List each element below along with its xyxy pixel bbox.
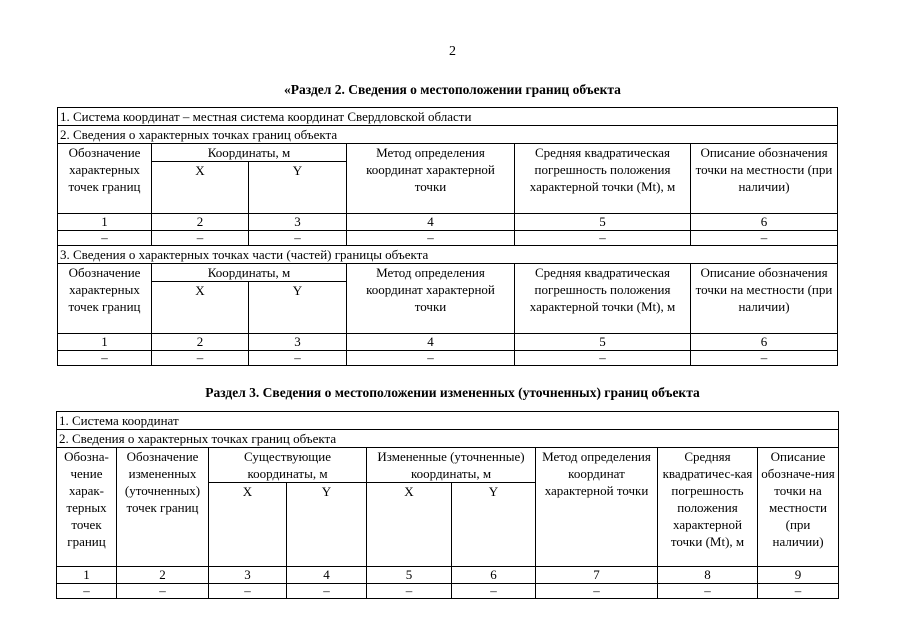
existing-y-header: Y (287, 483, 367, 567)
col-number: 5 (515, 214, 691, 231)
designation-header: Обозна-чение харак-терных точек границ (57, 448, 117, 567)
coords-header: Координаты, м (152, 264, 347, 282)
method-header: Метод определения координат характерной точки (347, 144, 515, 214)
changed-designation-header: Обозначение измененных (уточненных) точек границ (117, 448, 209, 567)
part-boundary-points-row: 3. Сведения о характерных точках части (частей) границы объекта (58, 246, 838, 264)
section3-table (56, 411, 839, 599)
x-header: X (152, 162, 249, 214)
section3-title: Раздел 3. Сведения о местоположении измененных (уточненных) границ объекта (205, 385, 700, 400)
col-number: 1 (57, 567, 117, 584)
col-number: 2 (152, 334, 249, 351)
empty-cell: – (452, 584, 536, 599)
empty-cell: – (691, 351, 838, 366)
changed-y-header: Y (452, 483, 536, 567)
empty-cell: – (515, 351, 691, 366)
empty-cell: – (152, 231, 249, 246)
description-header: Описание обозначения точки на местности (при наличии) (691, 264, 838, 334)
empty-cell: – (515, 231, 691, 246)
empty-cell: – (347, 231, 515, 246)
col-number: 2 (152, 214, 249, 231)
col-number: 2 (117, 567, 209, 584)
designation-header: Обозначение характерных точек границ (58, 144, 152, 214)
empty-cell: – (347, 351, 515, 366)
section2-table (57, 107, 838, 366)
coordinate-system-row: 1. Система координат (57, 412, 839, 430)
empty-cell: – (691, 231, 838, 246)
empty-cell: – (287, 584, 367, 599)
method-header: Метод определения координат характерной точки (347, 264, 515, 334)
col-number: 9 (758, 567, 839, 584)
existing-x-header: X (209, 483, 287, 567)
col-number: 3 (249, 214, 347, 231)
col-number: 3 (209, 567, 287, 584)
coordinate-system-row: 1. Система координат – местная система координат Свердловской области (58, 108, 838, 126)
col-number: 1 (58, 334, 152, 351)
col-number: 4 (347, 334, 515, 351)
col-number: 5 (367, 567, 452, 584)
col-number: 6 (452, 567, 536, 584)
col-number: 4 (287, 567, 367, 584)
changed-coords-header: Измененные (уточненные) координаты, м (367, 448, 536, 483)
empty-cell: – (367, 584, 452, 599)
existing-coords-header: Существующие координаты, м (209, 448, 367, 483)
empty-cell: – (58, 231, 152, 246)
changed-x-header: X (367, 483, 452, 567)
empty-cell: – (536, 584, 658, 599)
y-header: Y (249, 162, 347, 214)
empty-cell: – (209, 584, 287, 599)
col-number: 6 (691, 214, 838, 231)
method-header: Метод определения координат характерной точки (536, 448, 658, 567)
col-number: 4 (347, 214, 515, 231)
col-number: 1 (58, 214, 152, 231)
empty-cell: – (658, 584, 758, 599)
empty-cell: – (152, 351, 249, 366)
empty-cell: – (117, 584, 209, 599)
error-header: Средняя квадратическая погрешность положения характерной точки (Mt), м (515, 264, 691, 334)
description-header: Описание обозначе-ния точки на местности (при наличии) (758, 448, 839, 567)
section2-title: «Раздел 2. Сведения о местоположении границ объекта (284, 82, 621, 97)
empty-cell: – (57, 584, 117, 599)
empty-cell: – (58, 351, 152, 366)
empty-cell: – (758, 584, 839, 599)
col-number: 5 (515, 334, 691, 351)
coords-header: Координаты, м (152, 144, 347, 162)
x-header: X (152, 282, 249, 334)
designation-header: Обозначение характерных точек границ (58, 264, 152, 334)
empty-cell: – (249, 351, 347, 366)
error-header: Средняя квадратическая погрешность положения характерной точки (Mt), м (515, 144, 691, 214)
page-number: 2 (449, 44, 456, 59)
empty-cell: – (249, 231, 347, 246)
boundary-points-row: 2. Сведения о характерных точках границ объекта (57, 430, 839, 448)
col-number: 6 (691, 334, 838, 351)
error-header: Средняя квадратичес-кая погрешность положения характерной точки (Mt), м (658, 448, 758, 567)
col-number: 8 (658, 567, 758, 584)
col-number: 3 (249, 334, 347, 351)
description-header: Описание обозначения точки на местности (при наличии) (691, 144, 838, 214)
col-number: 7 (536, 567, 658, 584)
boundary-points-row: 2. Сведения о характерных точках границ объекта (58, 126, 838, 144)
y-header: Y (249, 282, 347, 334)
